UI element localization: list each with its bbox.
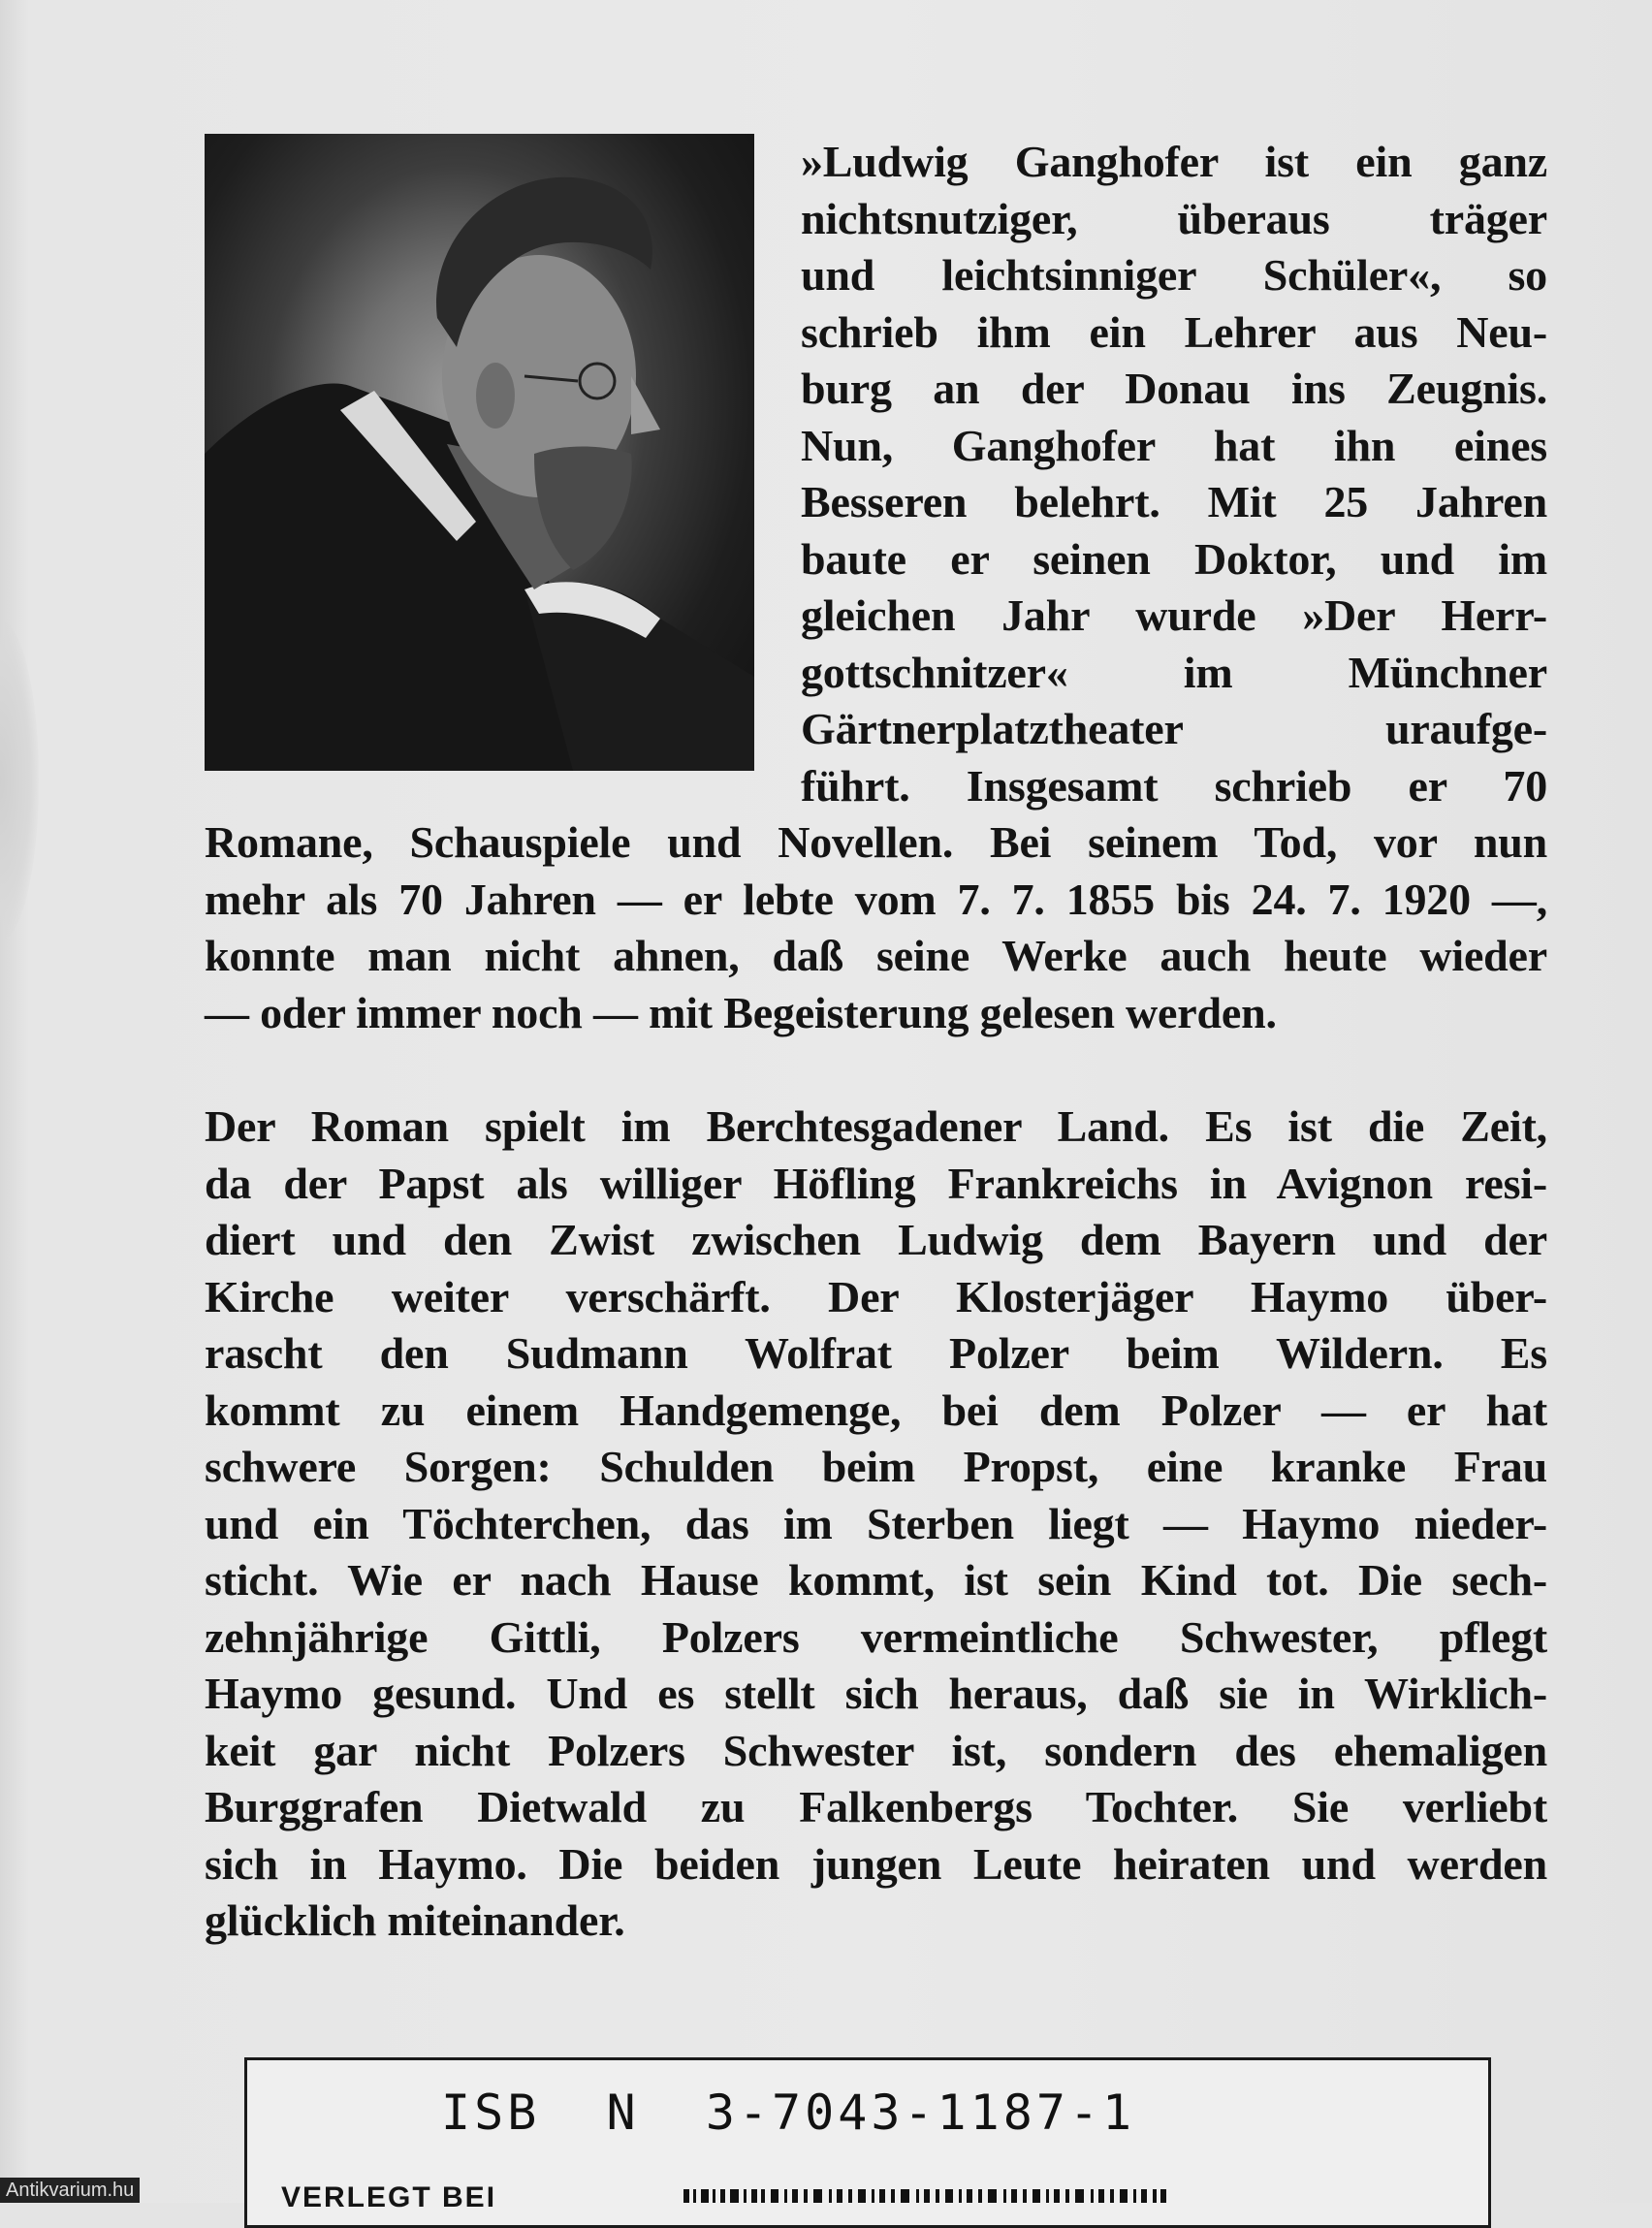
text-line: gleichen Jahr wurde »Der Herr- xyxy=(801,590,1547,640)
text-line: konnte man nicht ahnen, daß seine Werke auch heute wieder xyxy=(205,931,1547,980)
text-line: Besseren belehrt. Mit 25 Jahren xyxy=(801,477,1547,526)
publisher-label: VERLEGT BEI xyxy=(281,2181,497,2213)
intro-paragraph-side xyxy=(801,134,1547,814)
text-line: Der Roman spielt im Berchtesgadener Land. Es ist die Zeit, xyxy=(205,1101,1547,1151)
text-line: Nun, Ganghofer hat ihn eines xyxy=(801,420,1547,470)
portrait-drawing xyxy=(205,134,754,771)
text-line: Romane, Schauspiele und Novellen. Bei seinem Tod, vor nun xyxy=(205,817,1547,867)
text-line: gottschnitzer« im Münchner xyxy=(801,647,1547,697)
text-line: Burggrafen Dietwald zu Falkenbergs Tochter. Sie verliebt xyxy=(205,1782,1547,1831)
text-line: nichtsnutziger, überaus träger xyxy=(801,193,1547,243)
author-portrait-image xyxy=(205,134,754,771)
isbn-number: ISB N 3-7043-1187-1 xyxy=(441,2085,1136,2141)
text-line: »Ludwig Ganghofer ist ein ganz xyxy=(801,137,1547,186)
text-line: sich in Haymo. Die beiden jungen Leute heiraten und werden xyxy=(205,1838,1547,1889)
text-line: Gärtnerplatztheater uraufge- xyxy=(801,704,1547,753)
text-line: Kirche weiter verschärft. Der Klosterjäger Haymo über- xyxy=(205,1271,1547,1321)
text-line: glücklich miteinander. xyxy=(205,1895,625,1945)
text-line: mehr als 70 Jahren — er lebte vom 7. 7. 1855 bis 24. 7. 1920 —, xyxy=(205,874,1547,924)
text-line: sticht. Wie er nach Hause kommt, ist sein Kind tot. Die sech- xyxy=(205,1555,1547,1605)
synopsis-paragraph xyxy=(205,1098,1547,1950)
text-line: und leichtsinniger Schüler«, so xyxy=(801,250,1547,300)
text-line: schrieb ihm ein Lehrer aus Neu- xyxy=(801,306,1547,357)
text-line: und ein Töchterchen, das im Sterben liegt — Haymo nieder- xyxy=(205,1498,1547,1548)
text-line: da der Papst als williger Höfling Frankreichs in Avignon resi- xyxy=(205,1158,1547,1208)
text-line: schwere Sorgen: Schulden beim Propst, eine kranke Frau xyxy=(205,1442,1547,1491)
text-line: keit gar nicht Polzers Schwester ist, sondern des ehemaligen xyxy=(205,1725,1547,1775)
text-line: zehnjährige Gittli, Polzers vermeintliche Schwester, pflegt xyxy=(205,1611,1547,1662)
intro-paragraph-full xyxy=(205,814,1547,1041)
text-line: — oder immer noch — mit Begeisterung gelesen werden. xyxy=(205,987,1277,1037)
watermark: Antikvarium.hu xyxy=(0,2178,140,2203)
text-line: führt. Insgesamt schrieb er 70 xyxy=(801,760,1547,811)
barcode-icon xyxy=(683,2189,1168,2203)
text-line: rascht den Sudmann Wolfrat Polzer beim Wildern. Es xyxy=(205,1328,1547,1378)
text-line: baute er seinen Doktor, und im xyxy=(801,533,1547,584)
text-line: burg an der Donau ins Zeugnis. xyxy=(801,364,1547,413)
text-line: kommt zu einem Handgemenge, bei dem Polzer — er hat xyxy=(205,1385,1547,1435)
paper-stain xyxy=(0,621,39,940)
text-line: diert und den Zwist zwischen Ludwig dem Bayern und der xyxy=(205,1215,1547,1264)
text-line: Haymo gesund. Und es stellt sich heraus, daß sie in Wirklich- xyxy=(205,1669,1547,1718)
